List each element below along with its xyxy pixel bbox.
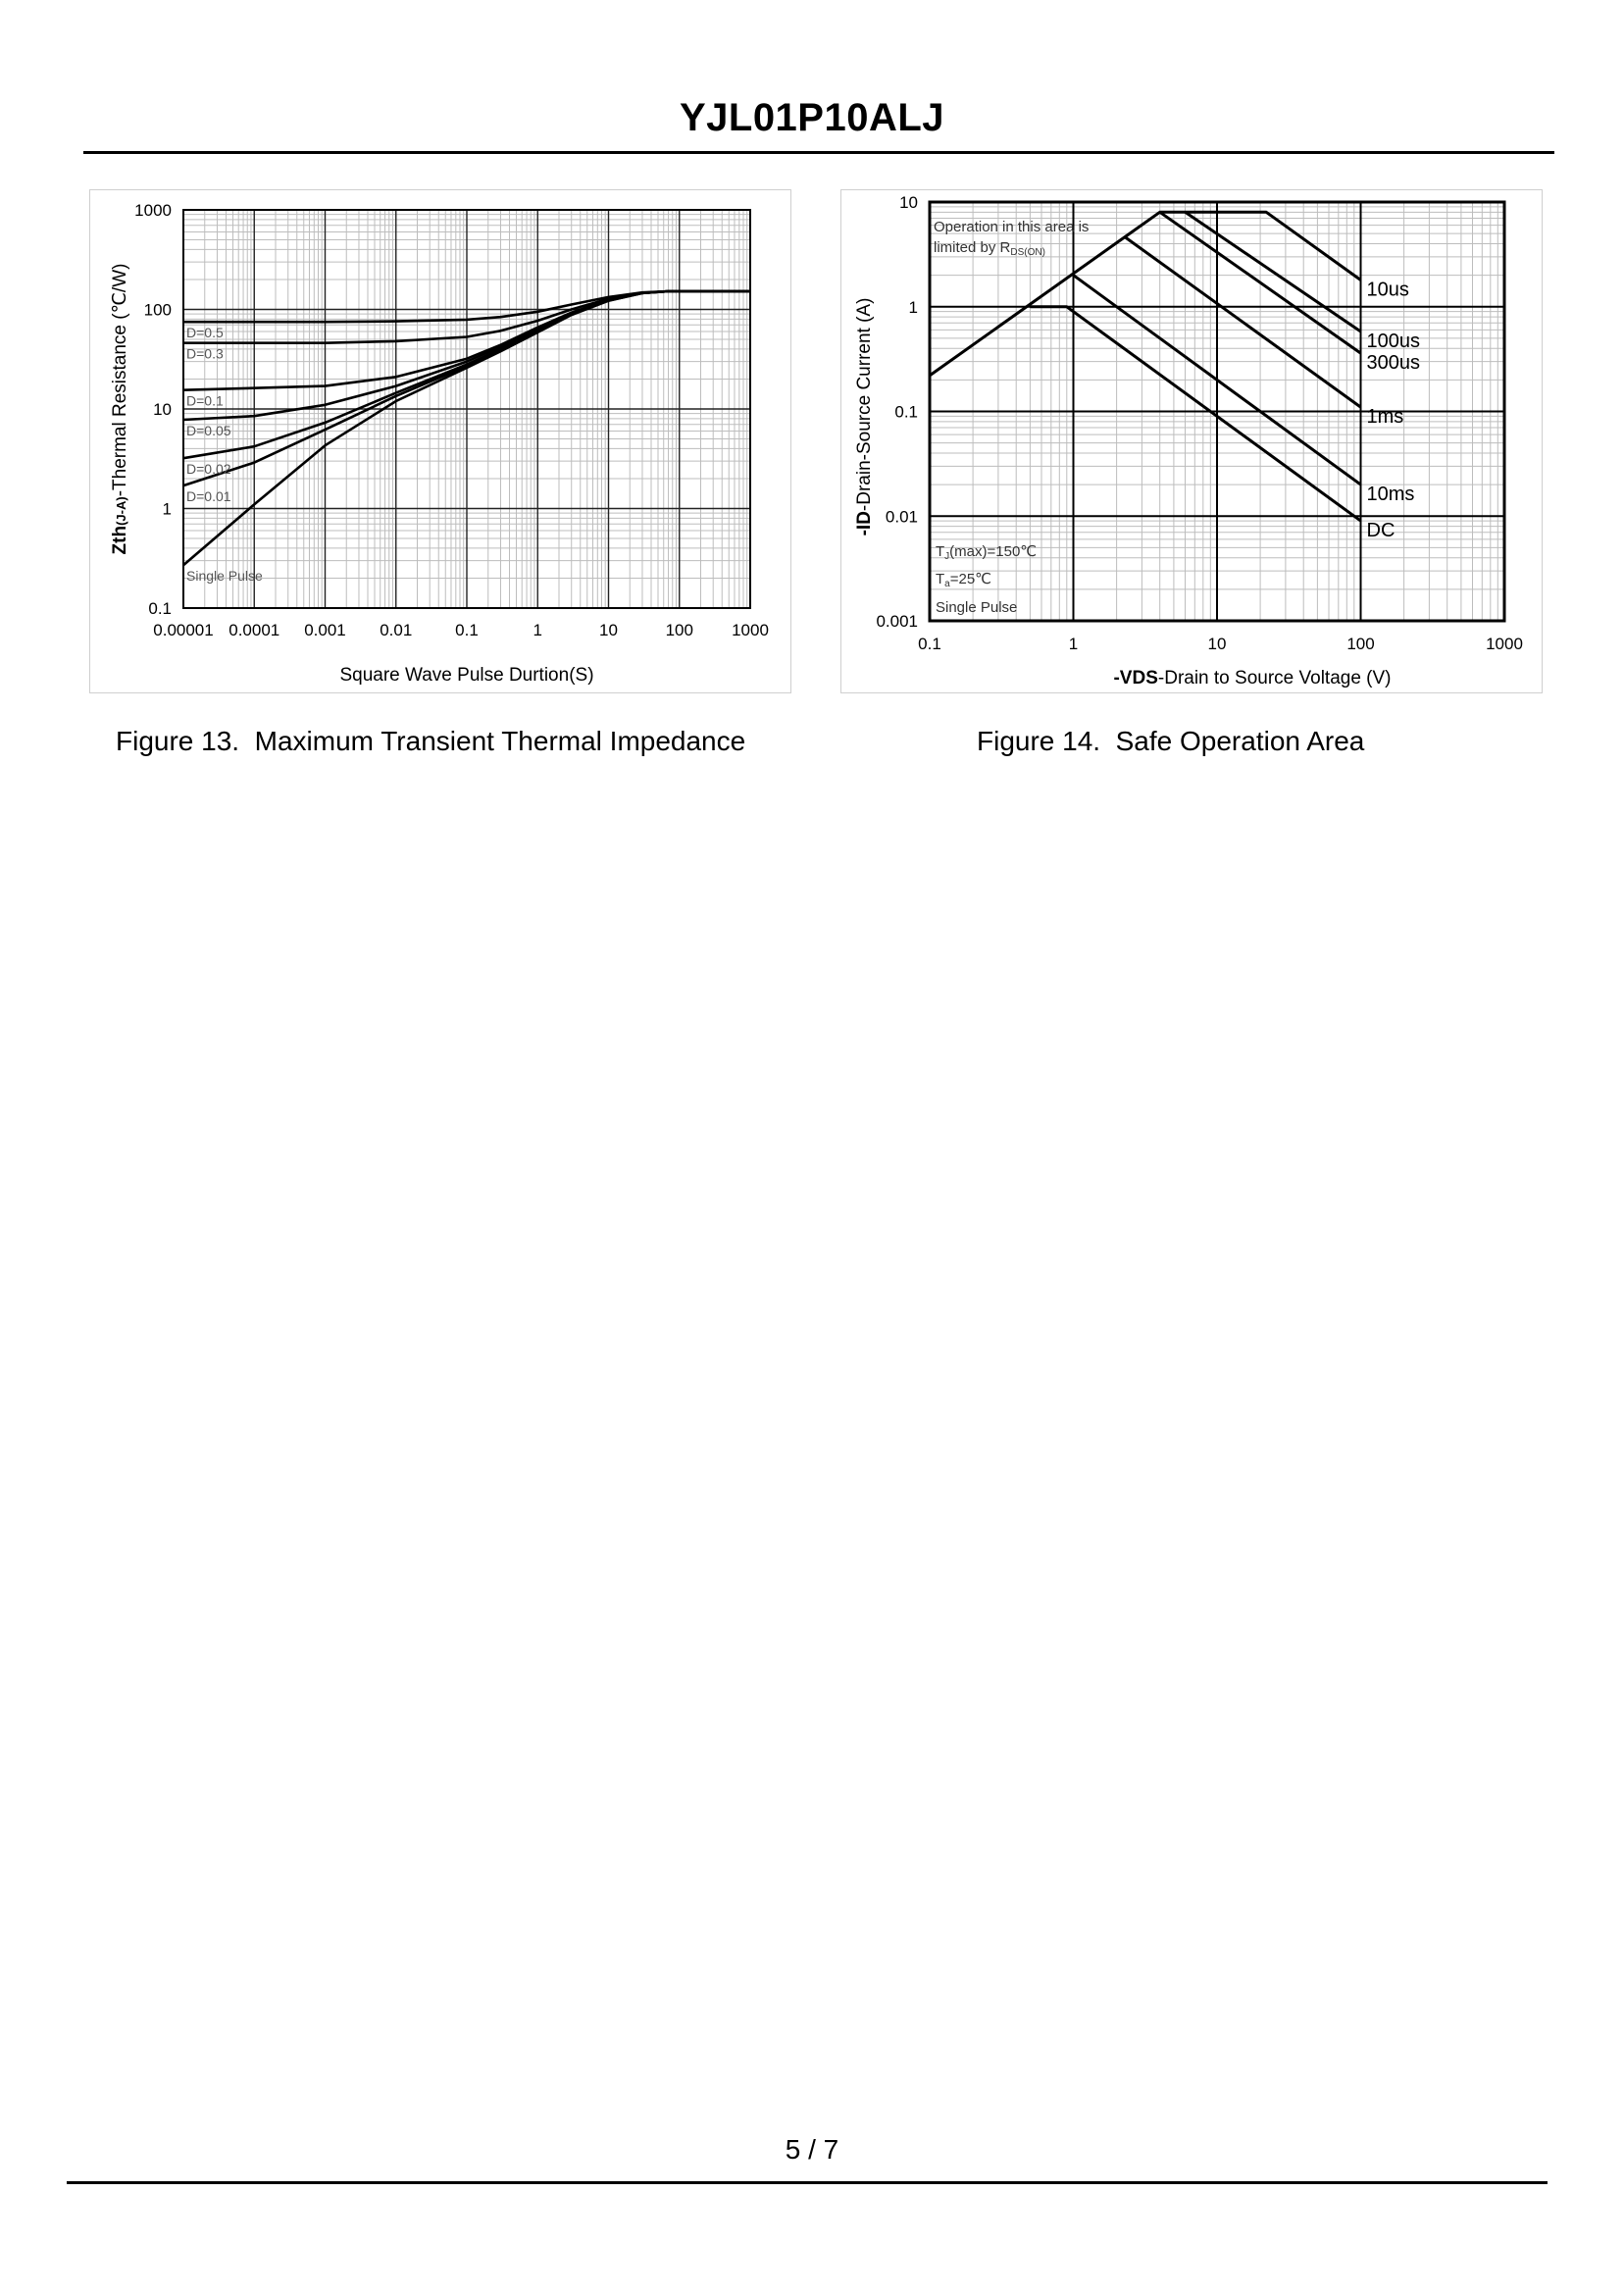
series-label: D=0.5	[186, 325, 224, 341]
x-tick-label: 100	[665, 621, 693, 639]
y-tick-label: 0.1	[894, 402, 918, 422]
rds-limit-note-line1: Operation in this area is	[934, 219, 1090, 235]
chart14-series-labels	[1367, 279, 1421, 541]
x-tick-label: 0.1	[918, 635, 941, 653]
x-tick-label: 10	[1207, 635, 1227, 653]
rds-limit-note-line2: limited by $R_{DS(ON)}$	[934, 239, 1045, 258]
series-label: 1ms	[1366, 406, 1404, 429]
x-tick-label: 1000	[1486, 635, 1523, 653]
series-label: 10ms	[1366, 484, 1415, 506]
y-tick-label: 0.01	[885, 507, 918, 527]
figure-14-caption: Figure 14. Safe Operation Area	[977, 726, 1365, 756]
x-tick-label: 100	[1346, 635, 1375, 653]
x-tick-label: 0.001	[304, 621, 346, 639]
y-tick-label: 1000	[134, 201, 172, 220]
tj-max-note: $T_J(\max)=150℃$	[936, 543, 1038, 562]
y-tick-label: 10	[899, 193, 918, 212]
series-label: DC	[1366, 520, 1396, 542]
y-tick-label: 100	[143, 300, 172, 320]
y-tick-label: 0.001	[876, 612, 918, 631]
y-tick-label: 1	[908, 297, 918, 317]
series-label: D=0.02	[186, 461, 231, 478]
ta-note: $T_a=25℃$	[936, 571, 992, 589]
figure-13-caption: Figure 13. Maximum Transient Thermal Impedance	[116, 726, 746, 756]
x-tick-label: 1	[533, 621, 542, 639]
series-label: D=0.3	[186, 345, 224, 362]
x-tick-label: 0.00001	[153, 621, 214, 639]
single-pulse-note: Single Pulse	[936, 599, 1018, 616]
header-rule	[83, 151, 1554, 154]
thermal-impedance-chart	[89, 189, 789, 691]
chart13-y-axis-label: Zth(J-A)-Thermal Resistance (℃/W)	[110, 263, 130, 555]
chart14-series	[930, 212, 1361, 521]
chart14-y-axis-label: -ID-Drain-Source Current (A)	[854, 297, 875, 536]
document-title: YJL01P10ALJ	[679, 96, 945, 139]
safe-operation-area-chart	[840, 189, 1541, 691]
footer-rule	[67, 2181, 1548, 2184]
series-label: D=0.05	[186, 422, 231, 438]
x-tick-label: 0.1	[455, 621, 479, 639]
series-label: D=0.01	[186, 488, 231, 505]
series-line-1ms	[1126, 237, 1361, 407]
chart13-x-axis-label: Square Wave Pulse Durtion(S)	[339, 665, 594, 686]
y-tick-label: 0.1	[148, 599, 172, 618]
x-tick-label: 1	[1068, 635, 1079, 653]
series-line-dc	[1030, 307, 1360, 521]
series-label: Single Pulse	[186, 568, 263, 584]
x-tick-label: 0.0001	[228, 621, 280, 639]
x-tick-label: 0.01	[380, 621, 413, 639]
series-label: 10us	[1366, 279, 1409, 301]
series-label: 100us	[1366, 331, 1420, 353]
series-label: 300us	[1366, 352, 1420, 375]
chart13-grid	[183, 210, 750, 608]
series-line-10us	[930, 212, 1361, 376]
y-tick-label: 10	[153, 400, 172, 419]
y-tick-label: 1	[162, 499, 172, 519]
x-tick-label: 1000	[732, 621, 769, 639]
x-tick-label: 10	[599, 621, 618, 639]
series-label: D=0.1	[186, 392, 224, 409]
chart14-x-axis-label: -VDS-Drain to Source Voltage (V)	[1113, 668, 1392, 688]
page-number: 5 / 7	[785, 2134, 839, 2165]
series-line-100us	[1186, 212, 1361, 331]
